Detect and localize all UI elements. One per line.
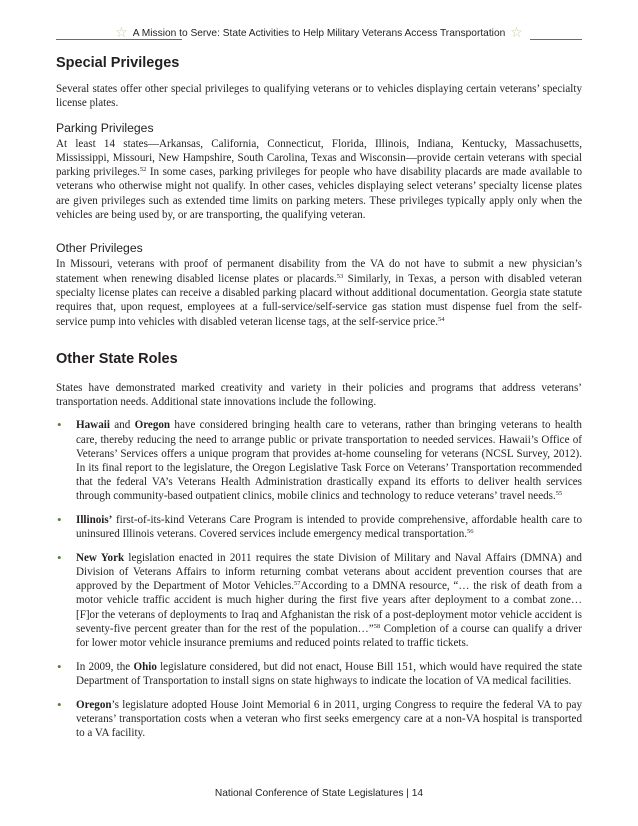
footnote-ref: 56 (467, 528, 474, 536)
page-content (56, 52, 582, 740)
list-item: • Illinois’ first-of-its-kind Veterans Care Program is intended to provide comprehensive, affordable health care to uninsured Illinois veterans. Covered services include emergency medical transportation.$^{56}$ (57, 512, 582, 541)
list-item: • Oregon’s legislature adopted House Joint Memorial 6 in 2011, urging Congress to require the federal VA to pay veterans’ transportation costs when a veteran who first seeks emergency care at a non-VA hospital is transported to a VA facility. (57, 697, 582, 740)
footnote-ref: 57 (294, 580, 301, 588)
state-innovations-list (56, 418, 582, 740)
other-privileges-text: In Missouri, veterans with proof of permanent disability from the VA do not have to submit a new physician’s statement when renewing disabled license plates or placards.$^{53}$ Similarly, in Texas, a person with disabled veteran specialty license plates can receive a disabled parking placard without additional documentation. Georgia state statute requires that, upon request, employees at a full-service/self-service gas station must dispense fuel from the self-service pump into vehicles with disabled veteran license tags, at the self-service price.$^{54}$ (56, 258, 582, 328)
footnote-ref: 53 (336, 272, 344, 280)
list-item: • Hawaii and Oregon have considered bringing health care to veterans, rather than bringing veterans to health care, thereby reducing the need to arrange public or private transportation to needed services. Hawaii’s Office of Veterans’ Services offers a unique program that provides at-home counseling for veterans (NCSL Survey, 2012). In its final report to the legislature, the Oregon Legislative Task Force on Veterans’ Transportation recommended that the federal VA’s Veterans Health Administration drastically expand its efforts to deliver health services through community-based outpatient clinics, mobile clinics and technology to reduce veterans’ travel needs.$^{55}$ (57, 417, 582, 502)
parking-privileges-heading: Parking Privileges (56, 120, 154, 135)
footnote-ref: 55 (555, 489, 563, 497)
other-privileges-heading: Other Privileges (56, 241, 143, 256)
footnote-ref: 58 (373, 622, 381, 630)
special-privileges-heading: Special Privileges (56, 55, 180, 71)
list-item: • In 2009, the Ohio legislature considered, but did not enact, House Bill 151, which would have required the state Department of Transportation to install signs on state highways to indicate the location of VA medical facilities. (57, 658, 583, 687)
bullet-icon: • (57, 512, 62, 528)
star-icon: ☆ (115, 24, 128, 40)
bullet-icon: • (57, 417, 62, 433)
list-item: • New York legislation enacted in 2011 requires the state Division of Military and Naval Affairs (DMNA) and Division of Veterans Affairs to inform returning combat veterans about accident prevention courses that are approved by the Department of Motor Vehicles.$^{57}$According to a DMNA resource, “… the risk of death from a motor vehicle traffic accident is much higher during the first five years after deployment to a combat zone… [F]or the veterans of deployments to Iraq and Afghanistan the risk of a post-deployment motor vehicle accident is seventy-five percent greater than for the rest of the population…”$^{58}$ Completion of a course can qualify a driver for lower motor vehicle insurance premiums and reduced points related to traffic tickets. (57, 550, 582, 649)
running-header (56, 22, 582, 42)
page-footer: National Conference of State Legislatures | 14 (214, 788, 424, 799)
other-state-roles-intro: States have demonstrated marked creativity and variety in their policies and programs that address veterans’ transportation needs. Additional state innovations include the following. (56, 381, 582, 409)
bullet-icon: • (57, 697, 62, 713)
footnote-ref: 52 (139, 166, 147, 174)
header-title: A Mission to Serve: State Activities to Help Military Veterans Access Transportation (132, 28, 506, 39)
special-privileges-intro: Several states offer other special privileges to qualifying veterans or to vehicles displaying certain veterans’ specialty license plates. (56, 83, 582, 110)
other-state-roles-heading: Other State Roles (56, 350, 178, 367)
bullet-icon: • (57, 550, 62, 566)
star-icon: ☆ (510, 24, 523, 40)
parking-privileges-text: At least 14 states—Arkansas, California, Connecticut, Florida, Illinois, Indiana, Kentucky, Massachusetts, Mississippi, Missouri, New Hampshire, South Carolina, Texas and Wisconsin—provide certain veterans with special parking privileges.$^{52}$ In some cases, parking privileges for people who have disability placards are made available to veterans who otherwise might not qualify. In other cases, vehicles displaying select veterans’ specialty license plates are given privileges such as extended time limits on parking meters. These privileges typically apply only when the vehicles are being used by, or are transporting, the qualifying veteran. (56, 137, 582, 222)
footnote-ref: 54 (437, 315, 445, 323)
bullet-icon: • (57, 658, 62, 674)
